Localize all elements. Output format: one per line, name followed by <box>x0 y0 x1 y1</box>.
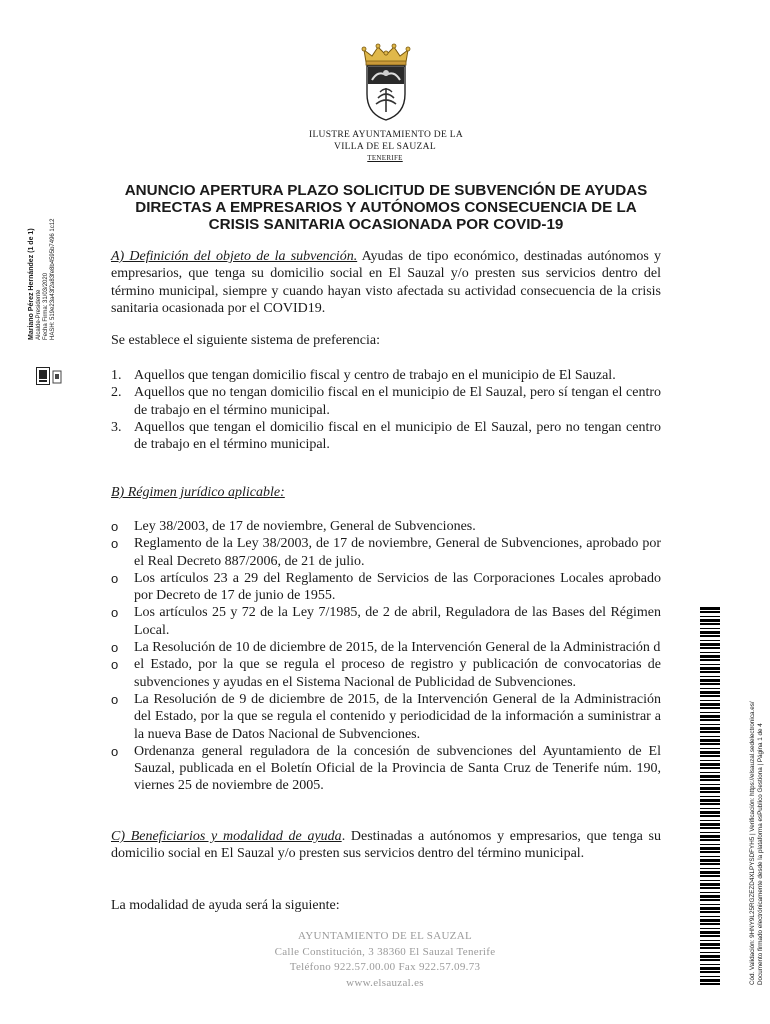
bullet-icon: o <box>111 691 119 707</box>
verification-line-2: Documento firmado electrónicamente desde la plataforma esPublico Gestiona | Página 1 de 4 <box>757 723 764 985</box>
list-item <box>111 535 661 570</box>
list-item-text: Los artículos 23 a 29 del Reglamento de Servicios de las Corporaciones Locales aprobado por Decreto de 17 de junio de 1955. <box>134 570 661 604</box>
bullet-icon: o <box>111 605 119 621</box>
document-title <box>110 182 662 233</box>
section-c-paragraph <box>111 828 661 863</box>
preference-intro: Se establece el siguiente sistema de preferencia: <box>111 333 380 348</box>
list-item <box>111 518 661 535</box>
title-line: DIRECTAS A EMPRESARIOS Y AUTÓNOMOS CONSECUENCIA DE LA <box>135 199 637 216</box>
signer-role: Alcalde-Presidente <box>36 289 42 340</box>
legal-list <box>111 518 661 795</box>
list-item-text: La Resolución de 9 de diciembre de 2015, de la Intervención General de la Administración del Estado, por la que se regula el contenido y periodicidad de la información a suministrar a la nueva Base de Datos Nacional de Subvenciones. <box>134 691 661 742</box>
list-item <box>111 384 661 419</box>
institution-line-3: TENERIFE <box>367 154 403 162</box>
bullet-icon: o <box>111 536 119 552</box>
list-item <box>111 639 661 656</box>
footer-website-link[interactable]: www.elsauzal.es <box>346 976 424 989</box>
section-a-text: Ayudas de tipo económico, destinadas autónomos y empresarios, que tenga su domicilio social en El Sauzal y/o presten sus servicios dentro del término municipal, siempre y cuando hayan visto afectada su actividad consecuencia de la crisis sanitaria ocasionada por el COVID19. <box>111 249 661 316</box>
list-item <box>111 367 661 384</box>
list-item-text: Los artículos 25 y 72 de la Ley 7/1985, de 2 de abril, Reguladora de las Bases del Régimen Local. <box>134 605 661 638</box>
section-c-text: . Destinadas a autónomos y empresarios, que tenga su domicilio social en El Sauzal y/o presten sus servicios dentro del término municipal. <box>111 829 661 862</box>
section-a-heading: A) Definición del objeto de la subvención. <box>111 249 358 264</box>
verification-line-1: Cód. Validación: 9HNY9L25RGZEZD4XLPYSDFYH5 | Verificación: https://elsauzal.sedelectronica.es/ <box>749 701 756 985</box>
list-number: 1. <box>111 368 122 383</box>
list-item-text: Aquellos que tengan domicilio fiscal y centro de trabajo en el municipio de El Sauzal. <box>134 368 616 383</box>
coat-of-arms-icon <box>358 42 414 122</box>
section-c-heading: C) Beneficiarios y modalidad de ayuda <box>111 829 342 844</box>
list-item-text: Aquellos que tengan el domicilio fiscal en el municipio de El Sauzal, pero no tengan centro de trabajo en el término municipal. <box>134 419 661 453</box>
bullet-icon: o <box>111 519 119 534</box>
barcode-icon <box>700 607 720 987</box>
list-item-text: Ordenanza general reguladora de la concesión de subvenciones del Ayuntamiento de El Sauzal, publicada en el Boletín Oficial de la Provincia de Santa Cruz de Tenerife núm. 190, viernes 25 de noviembre de 2005. <box>134 743 661 794</box>
section-a-paragraph <box>111 248 661 317</box>
institution-line-1: ILUSTRE AYUNTAMIENTO DE LA <box>308 130 464 140</box>
qr-mark-icon <box>52 370 62 384</box>
seal-icon <box>36 367 50 385</box>
list-item-text: el Estado, por la que se regula el proceso de registro y publicación de convocatorias de subvenciones y ayudas en el Sistema Nacional de Publicidad de Subvenciones. <box>134 657 661 690</box>
list-number: 2. <box>111 385 122 401</box>
list-item <box>111 656 661 691</box>
signature-strip <box>28 219 57 340</box>
list-item-text: Aquellos que no tengan domicilio fiscal en el municipio de El Sauzal, pero sí tengan el centro de trabajo en el término municipal. <box>134 385 661 418</box>
section-b-paragraph <box>111 484 661 501</box>
list-number: 3. <box>111 419 122 435</box>
list-item <box>111 691 661 743</box>
list-item <box>111 743 661 795</box>
footer-line: Calle Constitución, 3 38360 El Sauzal Tenerife <box>274 945 496 958</box>
title-line: ANUNCIO APERTURA PLAZO SOLICITUD DE SUBVENCIÓN DE AYUDAS <box>124 182 648 199</box>
preference-list <box>111 367 661 453</box>
list-item <box>111 604 661 639</box>
bullet-icon: o <box>111 570 119 586</box>
section-b-heading: B) Régimen jurídico aplicable: <box>111 485 285 500</box>
modalidad-intro: La modalidad de ayuda será la siguiente: <box>111 898 340 913</box>
list-item-text: Reglamento de la Ley 38/2003, de 17 de noviembre, General de Subvenciones, aprobado por el Real Decreto 887/2006, de 21 de julio. <box>134 536 661 569</box>
bullet-icon: o <box>111 657 119 673</box>
bullet-icon: o <box>111 743 119 759</box>
title-line: CRISIS SANITARIA OCASIONADA POR COVID-19 <box>208 216 564 233</box>
verification-strip <box>749 701 765 985</box>
list-item-text: La Resolución de 10 de diciembre de 2015, de la Intervención General de la Administración d <box>134 640 661 656</box>
list-item-text: Ley 38/2003, de 17 de noviembre, General de Subvenciones. <box>134 519 476 534</box>
page-footer <box>0 929 770 991</box>
footer-line: Teléfono 922.57.00.00 Fax 922.57.09.73 <box>289 961 481 973</box>
footer-line: AYUNTAMIENTO DE EL SAUZAL <box>298 930 472 942</box>
signer-name: Mariano Pérez Hernández (1 de 1) <box>28 228 35 340</box>
list-item <box>111 570 661 605</box>
bullet-icon: o <box>111 640 119 656</box>
list-item <box>111 419 661 454</box>
signature-hash: HASH: 519e23a43f2a83fe8b4595b7496 1c12 <box>50 218 56 340</box>
signature-date: Fecha Firma: 31/03/2020 <box>43 272 49 340</box>
institution-line-2: VILLA DE EL SAUZAL <box>334 142 436 152</box>
